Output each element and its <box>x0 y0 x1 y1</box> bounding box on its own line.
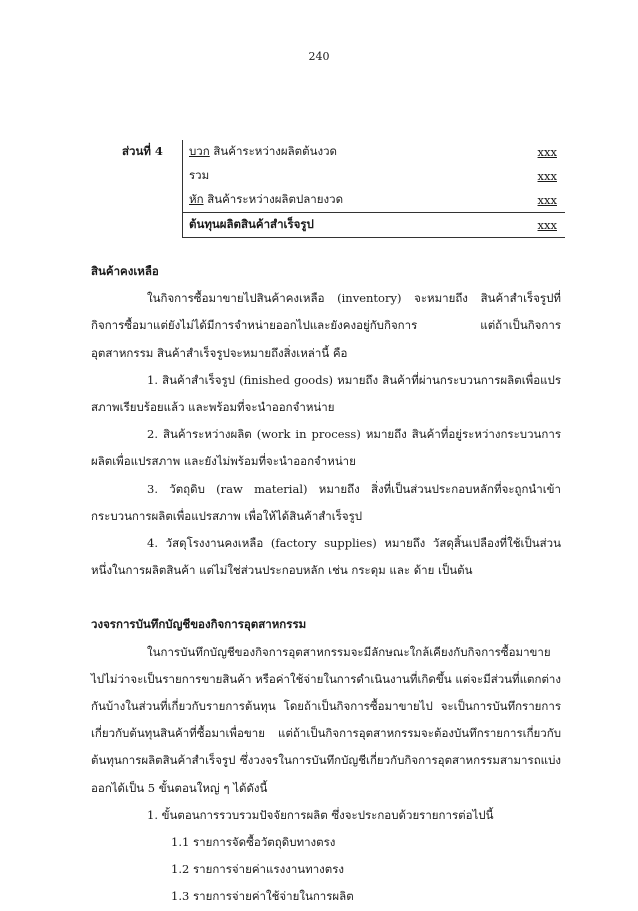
cycle-subitem: 1.2 รายการจ่ายค่าแรงงานทางตรง <box>171 862 345 877</box>
cycle-intro: ในการบันทึกบัญชีของกิจการอุตสาหกรรมจะมีลักษณะใกล้เคียงกับกิจการซื้อมาขายไปไม่ว่าจะเป็นรายการขายสินค้า หรือค่าใช้จ่ายในการดำเนินงานที่เกิดขึ้น แต่จะมีส่วนที่แตกต่างกันบ้างในส่วนที่เกี่ยวกับรายการต้นทุน โดยถ้าเป็นกิจการซื้อมาขายไป จะเป็นการบันทึกรายการเกี่ยวกับต้นทุนสินค้าที่ซื้อมาเพื่อขาย แต่ถ้าเป็นกิจการอุตสาหกรรมจะต้องบันทึกรายการเกี่ยวกับต้นทุนการผลิตสินค้าสำเร็จรูป ซึ่งวงจรในการบันทึกบัญชีเกี่ยวกับกิจการอุตสาหกรรมสามารถแบ่งออกได้เป็น 5 ขั้นตอนใหญ่ ๆ ได้ดังนี้ <box>91 644 561 795</box>
row-amount-cell <box>493 164 565 188</box>
inventory-item: 3. วัตถุดิบ (raw material) หมายถึง สิ่งที่เป็นส่วนประกอบหลักที่จะถูกนำเข้ากระบวนการผลิตเพื่อแปรสภาพ เพื่อให้ได้สินค้าสำเร็จรูป <box>91 481 561 523</box>
row-amount: xxx <box>537 145 557 159</box>
row-text: สินค้าระหว่างผลิตปลายงวด <box>207 192 344 206</box>
cycle-subitem: 1.3 รายการจ่ายค่าใช้จ่ายในการผลิต <box>171 889 354 904</box>
row-prefix: หัก <box>189 192 204 206</box>
document-body <box>91 258 561 911</box>
cycle-heading: วงจรการบันทึกบัญชีของกิจการอุตสาหกรรม <box>91 617 307 632</box>
inventory-item: 1. สินค้าสำเร็จรูป (finished goods) หมายถึง สินค้าที่ผ่านกระบวนการผลิตเพื่อแปรสภาพเรียบร้อยแล้ว และพร้อมที่จะนำออกจำหน่าย <box>91 372 561 415</box>
table-row <box>118 140 565 164</box>
row-description <box>183 164 494 188</box>
row-description <box>183 213 494 238</box>
row-description <box>183 140 494 164</box>
table-row-total <box>118 213 565 238</box>
row-amount-cell <box>493 213 565 238</box>
inventory-item: 2. สินค้าระหว่างผลิต (work in process) หมายถึง สินค้าที่อยู่ระหว่างกระบวนการผลิตเพื่อแปรสภาพ และยังไม่พร้อมที่จะนำออกจำหน่าย <box>91 427 561 469</box>
inventory-item: 4. วัสดุโรงงานคงเหลือ (factory supplies) หมายถึง วัสดุสิ้นเปลืองที่ใช้เป็นส่วนหนึ่งในการผลิตสินค้า แต่ไม่ใช่ส่วนประกอบหลัก เช่น กระดุม และ ด้าย เป็นต้น <box>91 536 561 578</box>
row-text: รวม <box>189 168 210 182</box>
table-row <box>118 188 565 213</box>
section-label: ส่วนที่ 4 <box>118 140 183 164</box>
cost-table <box>118 140 565 238</box>
row-description <box>183 188 494 213</box>
row-amount-cell <box>493 140 565 164</box>
inventory-heading: สินค้าคงเหลือ <box>91 264 159 278</box>
row-prefix: บวก <box>189 144 210 158</box>
cycle-step: 1. ขั้นตอนการรวบรวมปัจจัยการผลิต ซึ่งจะประกอบด้วยรายการต่อไปนี้ <box>147 807 494 822</box>
row-amount: xxx <box>537 218 557 232</box>
inventory-intro: ในกิจการซื้อมาขายไปสินค้าคงเหลือ (inventory) จะหมายถึง สินค้าสำเร็จรูปที่กิจการซื้อมาแต่ยังไม่ได้มีการจำหน่ายออกไปและยังคงอยู่กับกิจการ แต่ถ้าเป็นกิจการอุตสาหกรรม สินค้าสำเร็จรูปจะหมายถึงสิ่งเหล่านี้ คือ <box>91 291 561 360</box>
page-number: 240 <box>308 50 330 63</box>
row-amount: xxx <box>537 169 557 183</box>
row-text: ต้นทุนผลิตสินค้าสำเร็จรูป <box>189 217 314 231</box>
table-row <box>118 164 565 188</box>
row-text: สินค้าระหว่างผลิตต้นงวด <box>213 144 338 158</box>
row-amount: xxx <box>537 193 557 207</box>
cycle-subitem: 1.1 รายการจัดซื้อวัตถุดิบทางตรง <box>171 835 336 850</box>
row-amount-cell <box>493 188 565 213</box>
